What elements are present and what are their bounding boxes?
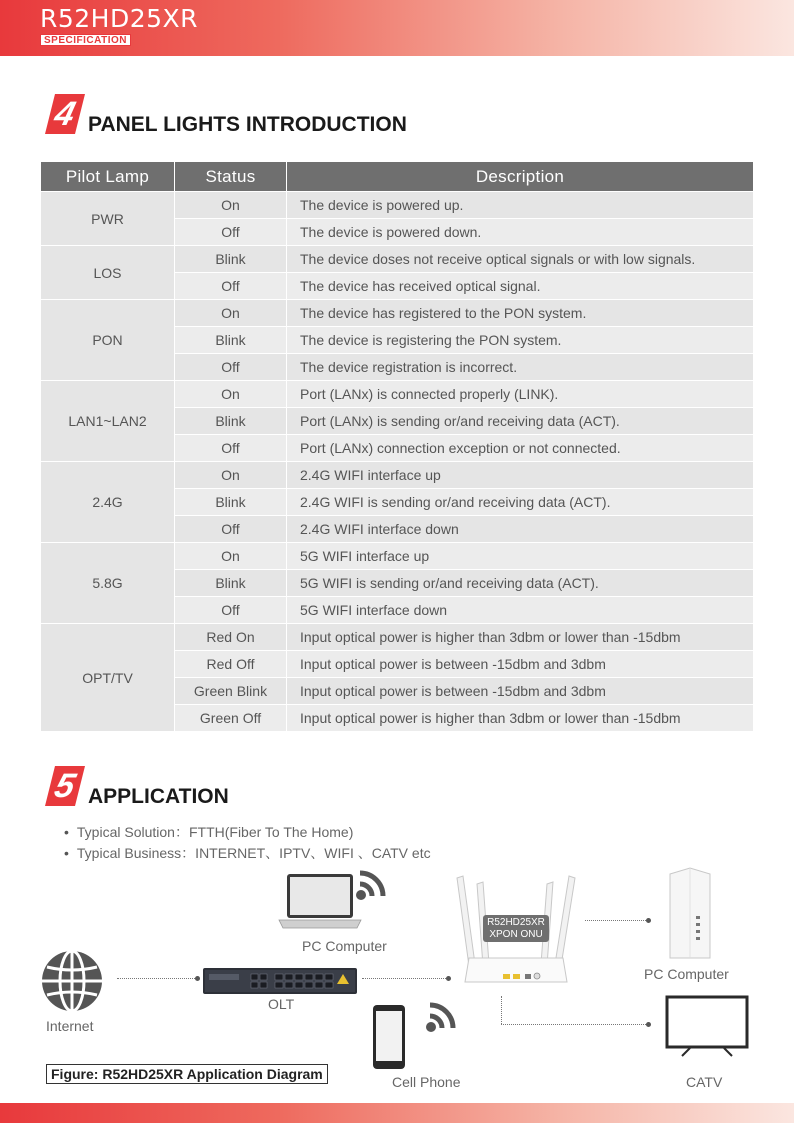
description-cell: 5G WIFI interface down xyxy=(287,597,754,624)
application-bullets xyxy=(64,822,431,864)
pilot-lamp-cell: LOS xyxy=(41,246,175,300)
link-onu-pc xyxy=(585,920,648,921)
description-cell: Port (LANx) is connected properly (LINK). xyxy=(287,381,754,408)
description-cell: 2.4G WIFI interface up xyxy=(287,462,754,489)
pilot-lamp-cell: OPT/TV xyxy=(41,624,175,732)
router-type-label: XPON ONU xyxy=(489,929,543,940)
section-5-heading xyxy=(50,766,229,806)
status-cell: Blink xyxy=(175,327,287,354)
section-4-heading xyxy=(50,94,407,134)
pilot-lamp-cell: LAN1~LAN2 xyxy=(41,381,175,462)
footer-band xyxy=(0,1103,794,1123)
description-cell: 5G WIFI is sending or/and receiving data (ACT). xyxy=(287,570,754,597)
status-cell: Off xyxy=(175,354,287,381)
table-row xyxy=(41,300,754,327)
status-cell: Off xyxy=(175,219,287,246)
table-row xyxy=(41,624,754,651)
header-band xyxy=(0,0,794,56)
table-row xyxy=(41,462,754,489)
pilot-lamp-cell: PON xyxy=(41,300,175,381)
description-cell: 2.4G WIFI interface down xyxy=(287,516,754,543)
status-cell: On xyxy=(175,300,287,327)
description-cell: 5G WIFI interface up xyxy=(287,543,754,570)
model-title: R52HD25XR xyxy=(40,4,199,33)
link-dot xyxy=(646,1022,651,1027)
olt-device-icon xyxy=(203,966,357,996)
status-cell: Blink xyxy=(175,570,287,597)
description-cell: Input optical power is higher than 3dbm or lower than -15dbm xyxy=(287,705,754,732)
link-dot xyxy=(195,976,200,981)
header-description: Description xyxy=(287,162,754,192)
description-cell: The device doses not receive optical signals or with low signals. xyxy=(287,246,754,273)
description-cell: The device is powered up. xyxy=(287,192,754,219)
router-label-box xyxy=(483,915,549,942)
table-header-row xyxy=(41,162,754,192)
cell-phone-label: Cell Phone xyxy=(392,1074,461,1090)
status-cell: On xyxy=(175,192,287,219)
status-cell: Off xyxy=(175,273,287,300)
link-dot xyxy=(646,918,651,923)
pilot-lamp-cell: PWR xyxy=(41,192,175,246)
description-cell: The device registration is incorrect. xyxy=(287,354,754,381)
description-cell: Input optical power is higher than 3dbm or lower than -15dbm xyxy=(287,624,754,651)
header-status: Status xyxy=(175,162,287,192)
catv-tv-icon xyxy=(664,994,750,1058)
specification-tag: SPECIFICATION xyxy=(40,34,131,46)
description-cell: The device is registering the PON system. xyxy=(287,327,754,354)
internet-label: Internet xyxy=(46,1018,94,1034)
router-model-label: R52HD25XR xyxy=(487,917,545,928)
section-5-title: APPLICATION xyxy=(88,785,229,808)
pilot-lamp-cell: 5.8G xyxy=(41,543,175,624)
description-cell: The device is powered down. xyxy=(287,219,754,246)
status-cell: Blink xyxy=(175,489,287,516)
internet-globe-icon xyxy=(37,946,107,1016)
bullet-solution: • Typical Solution：FTTH(Fiber To The Home) xyxy=(64,822,431,843)
catv-label: CATV xyxy=(686,1074,723,1090)
wifi-signal-icon xyxy=(424,998,460,1034)
table-row xyxy=(41,192,754,219)
table-row xyxy=(41,246,754,273)
status-cell: Red On xyxy=(175,624,287,651)
wifi-signal-icon xyxy=(354,866,390,902)
status-cell: On xyxy=(175,543,287,570)
cell-phone-icon xyxy=(372,1004,406,1070)
header-pilot-lamp: Pilot Lamp xyxy=(41,162,175,192)
section-5-number: 5 xyxy=(45,766,85,806)
description-cell: The device has registered to the PON system. xyxy=(287,300,754,327)
description-cell: The device has received optical signal. xyxy=(287,273,754,300)
status-cell: Off xyxy=(175,435,287,462)
description-cell: Input optical power is between -15dbm and 3dbm xyxy=(287,678,754,705)
description-cell: Port (LANx) is sending or/and receiving data (ACT). xyxy=(287,408,754,435)
laptop-icon xyxy=(277,872,363,932)
status-cell: Green Off xyxy=(175,705,287,732)
status-cell: Red Off xyxy=(175,651,287,678)
panel-lights-table xyxy=(40,161,754,732)
section-4-number: 4 xyxy=(45,94,85,134)
description-cell: 2.4G WIFI is sending or/and receiving data (ACT). xyxy=(287,489,754,516)
pc-computer-right-label: PC Computer xyxy=(644,966,729,982)
link-onu-catv-vertical xyxy=(501,996,502,1024)
table-row xyxy=(41,381,754,408)
pilot-lamp-cell: 2.4G xyxy=(41,462,175,543)
table-body xyxy=(41,192,754,732)
status-cell: Green Blink xyxy=(175,678,287,705)
description-cell: Port (LANx) connection exception or not connected. xyxy=(287,435,754,462)
pc-computer-left-label: PC Computer xyxy=(302,938,387,954)
table-row xyxy=(41,543,754,570)
link-olt-onu xyxy=(362,978,448,979)
description-cell: Input optical power is between -15dbm and 3dbm xyxy=(287,651,754,678)
status-cell: Off xyxy=(175,597,287,624)
status-cell: On xyxy=(175,381,287,408)
tower-pc-icon xyxy=(666,866,714,962)
olt-label: OLT xyxy=(268,996,295,1012)
link-internet-olt xyxy=(117,978,197,979)
link-onu-catv xyxy=(501,1024,648,1025)
section-4-title: PANEL LIGHTS INTRODUCTION xyxy=(88,113,407,136)
status-cell: Blink xyxy=(175,246,287,273)
bullet-business: • Typical Business：INTERNET、IPTV、WIFI 、CATV etc xyxy=(64,843,431,864)
figure-caption: Figure: R52HD25XR Application Diagram xyxy=(46,1064,328,1084)
status-cell: Off xyxy=(175,516,287,543)
status-cell: On xyxy=(175,462,287,489)
status-cell: Blink xyxy=(175,408,287,435)
